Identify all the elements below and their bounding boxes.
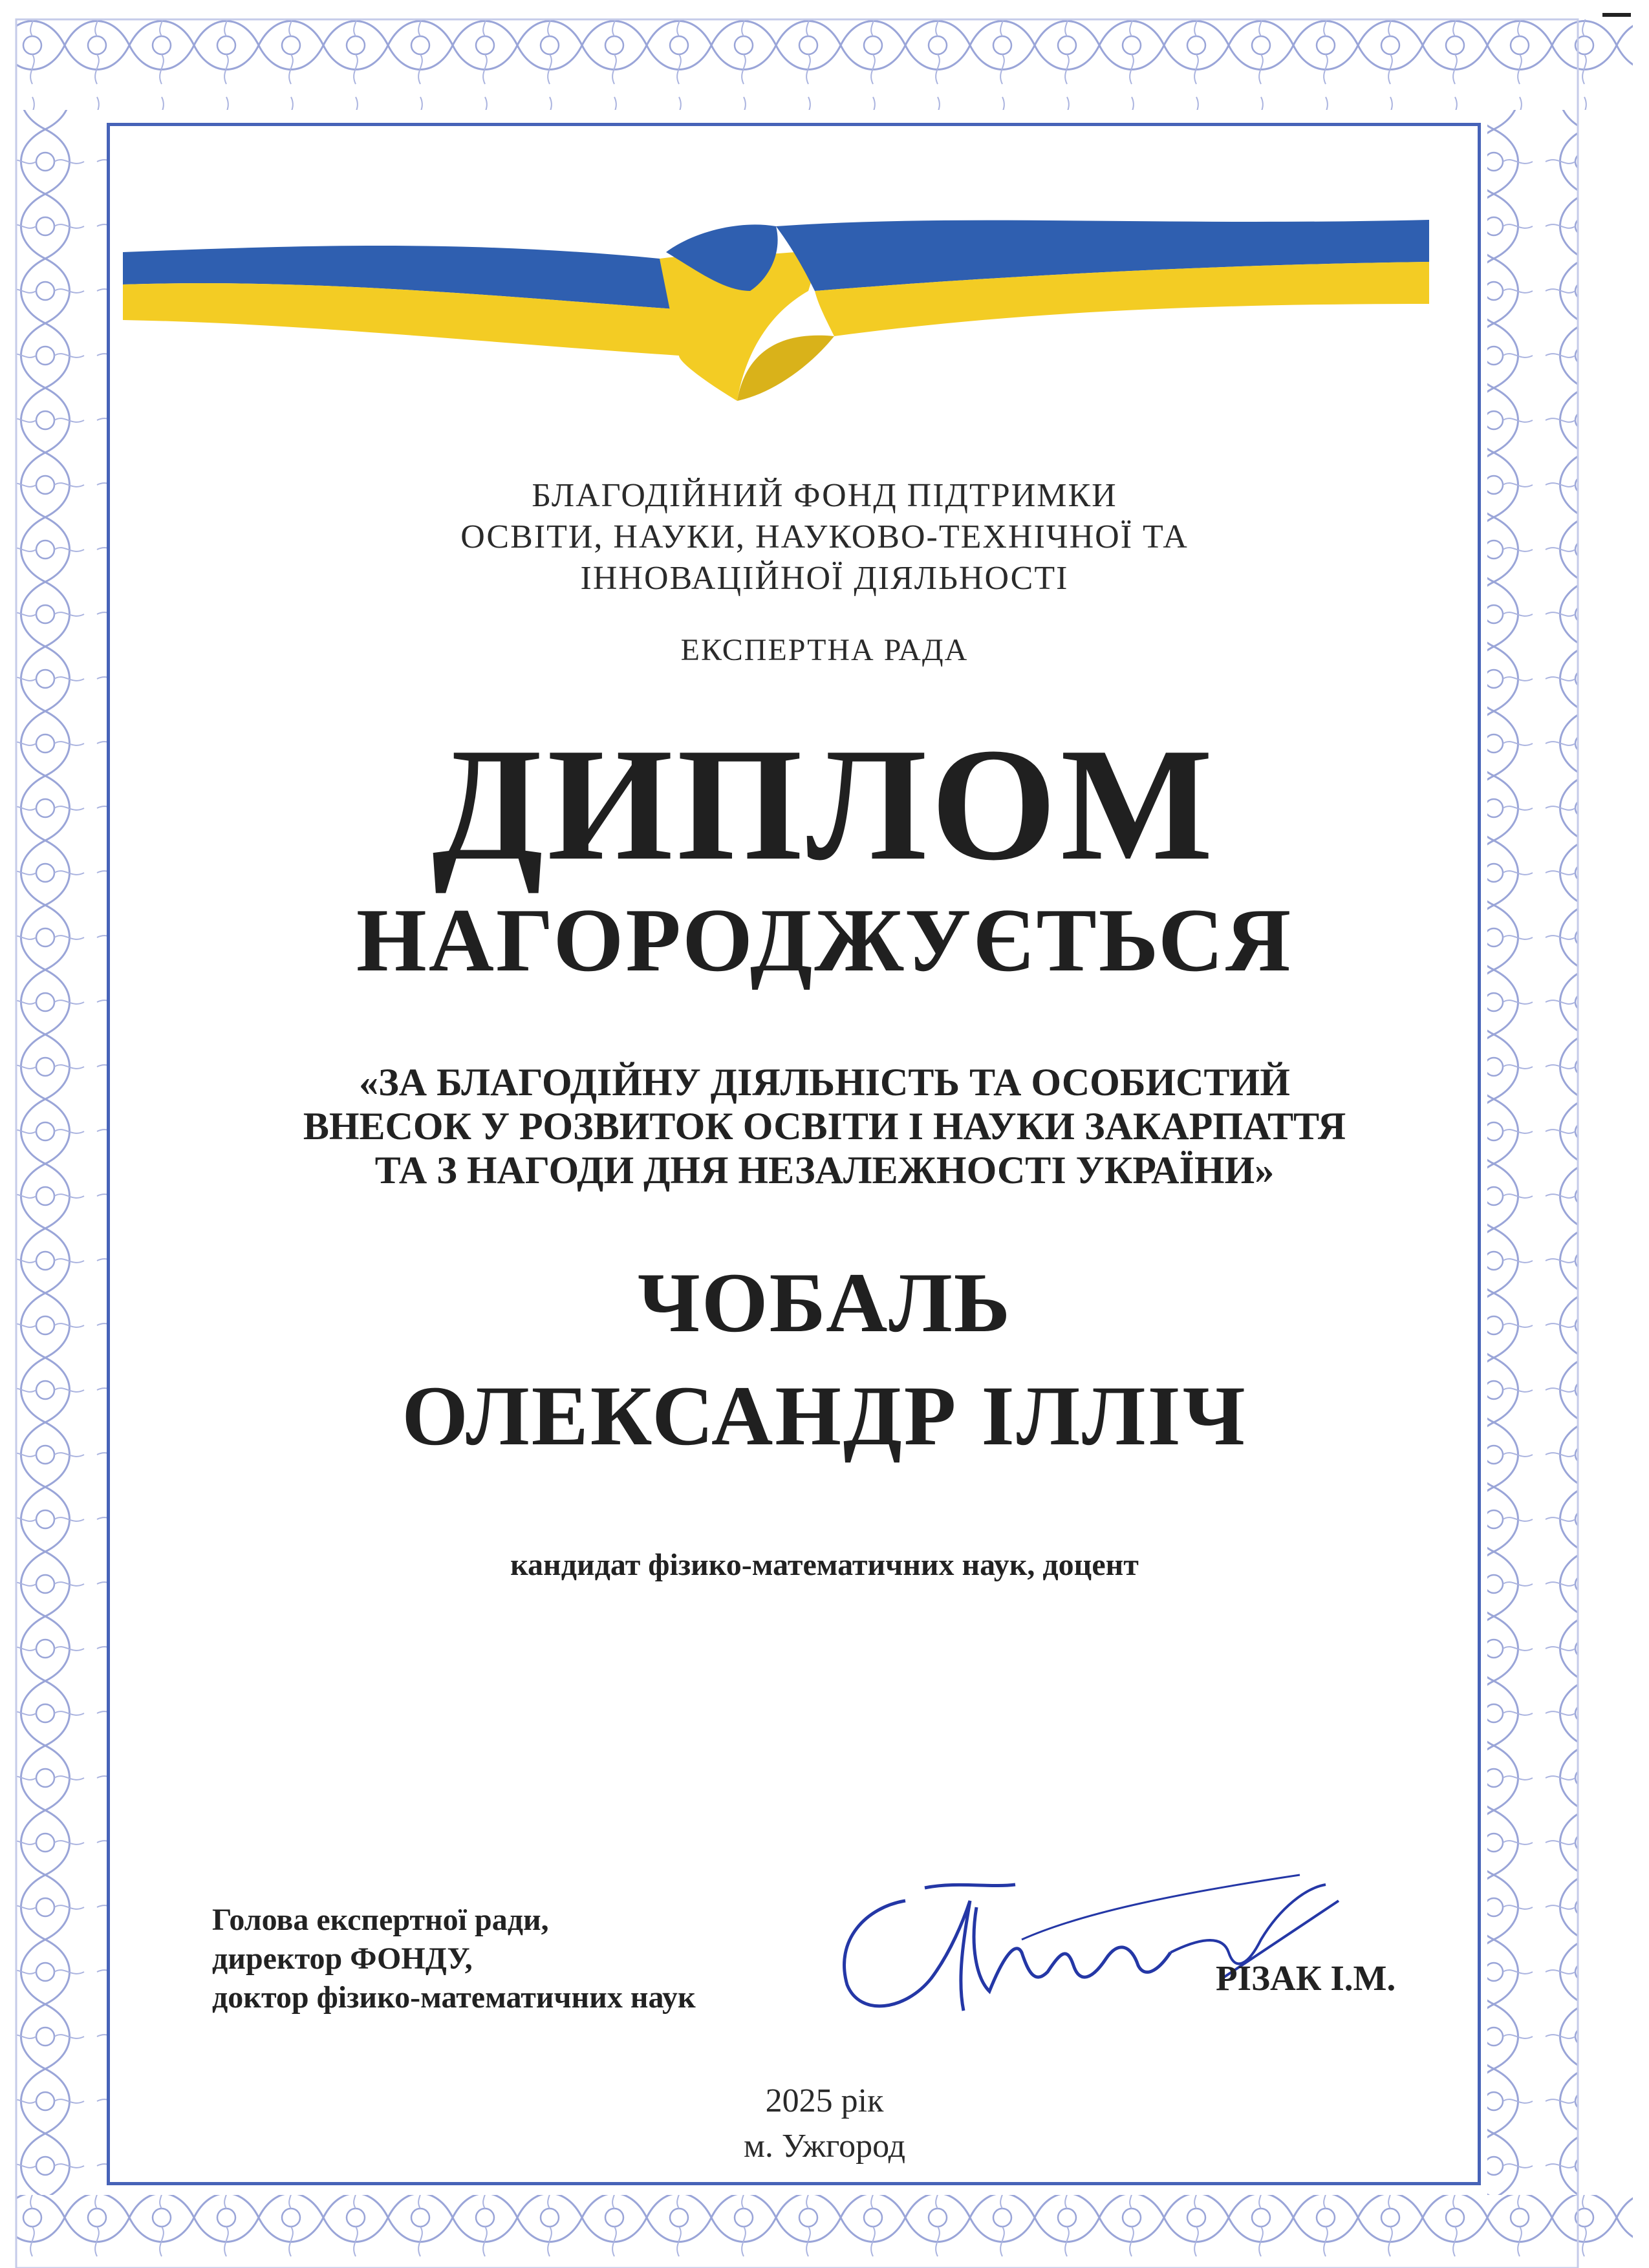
recipient-surname: ЧОБАЛЬ xyxy=(637,1255,1012,1350)
award-reason-line: «ЗА БЛАГОДІЙНУ ДІЯЛЬНІСТЬ ТА ОСОБИСТИЙ xyxy=(359,1061,1290,1104)
signer-title-line: директор ФОНДУ, xyxy=(212,1942,473,1976)
recipient-degree: кандидат фізико-математичних наук, доцент xyxy=(510,1548,1139,1582)
signer-name: РІЗАК І.М. xyxy=(1216,1958,1396,1998)
awarded-heading: НАГОРОДЖУЄТЬСЯ xyxy=(356,890,1293,990)
council-name: ЕКСПЕРТНА РАДА xyxy=(680,633,969,667)
issue-year: 2025 рік xyxy=(765,2082,884,2119)
scan-edge-mark xyxy=(1602,13,1631,17)
award-reason-line: ТА З НАГОДИ ДНЯ НЕЗАЛЕЖНОСТІ УКРАЇНИ» xyxy=(374,1149,1275,1192)
signer-title-line: доктор фізико-математичних наук xyxy=(212,1980,696,2015)
organization-line: БЛАГОДІЙНИЙ ФОНД ПІДТРИМКИ xyxy=(532,477,1117,514)
award-reason xyxy=(0,1060,1649,1192)
recipient-given-names: ОЛЕКСАНДР ІЛЛІЧ xyxy=(402,1368,1247,1463)
diploma-title: ДИПЛОМ xyxy=(432,715,1217,894)
ukrainian-flag-ribbon-icon xyxy=(123,207,1494,420)
award-reason-line: ВНЕСОК У РОЗВИТОК ОСВІТИ І НАУКИ ЗАКАРПАТТЯ xyxy=(303,1105,1346,1148)
organization-line: ОСВІТИ, НАУКИ, НАУКОВО-ТЕХНІЧНОЇ ТА xyxy=(460,519,1189,555)
issue-city: м. Ужгород xyxy=(743,2128,906,2165)
signer-title-line: Голова експертної ради, xyxy=(212,1903,549,1937)
signer-title xyxy=(212,1901,696,2017)
organization-name xyxy=(0,475,1649,599)
organization-line: ІННОВАЦІЙНОЇ ДІЯЛЬНОСТІ xyxy=(580,560,1069,597)
